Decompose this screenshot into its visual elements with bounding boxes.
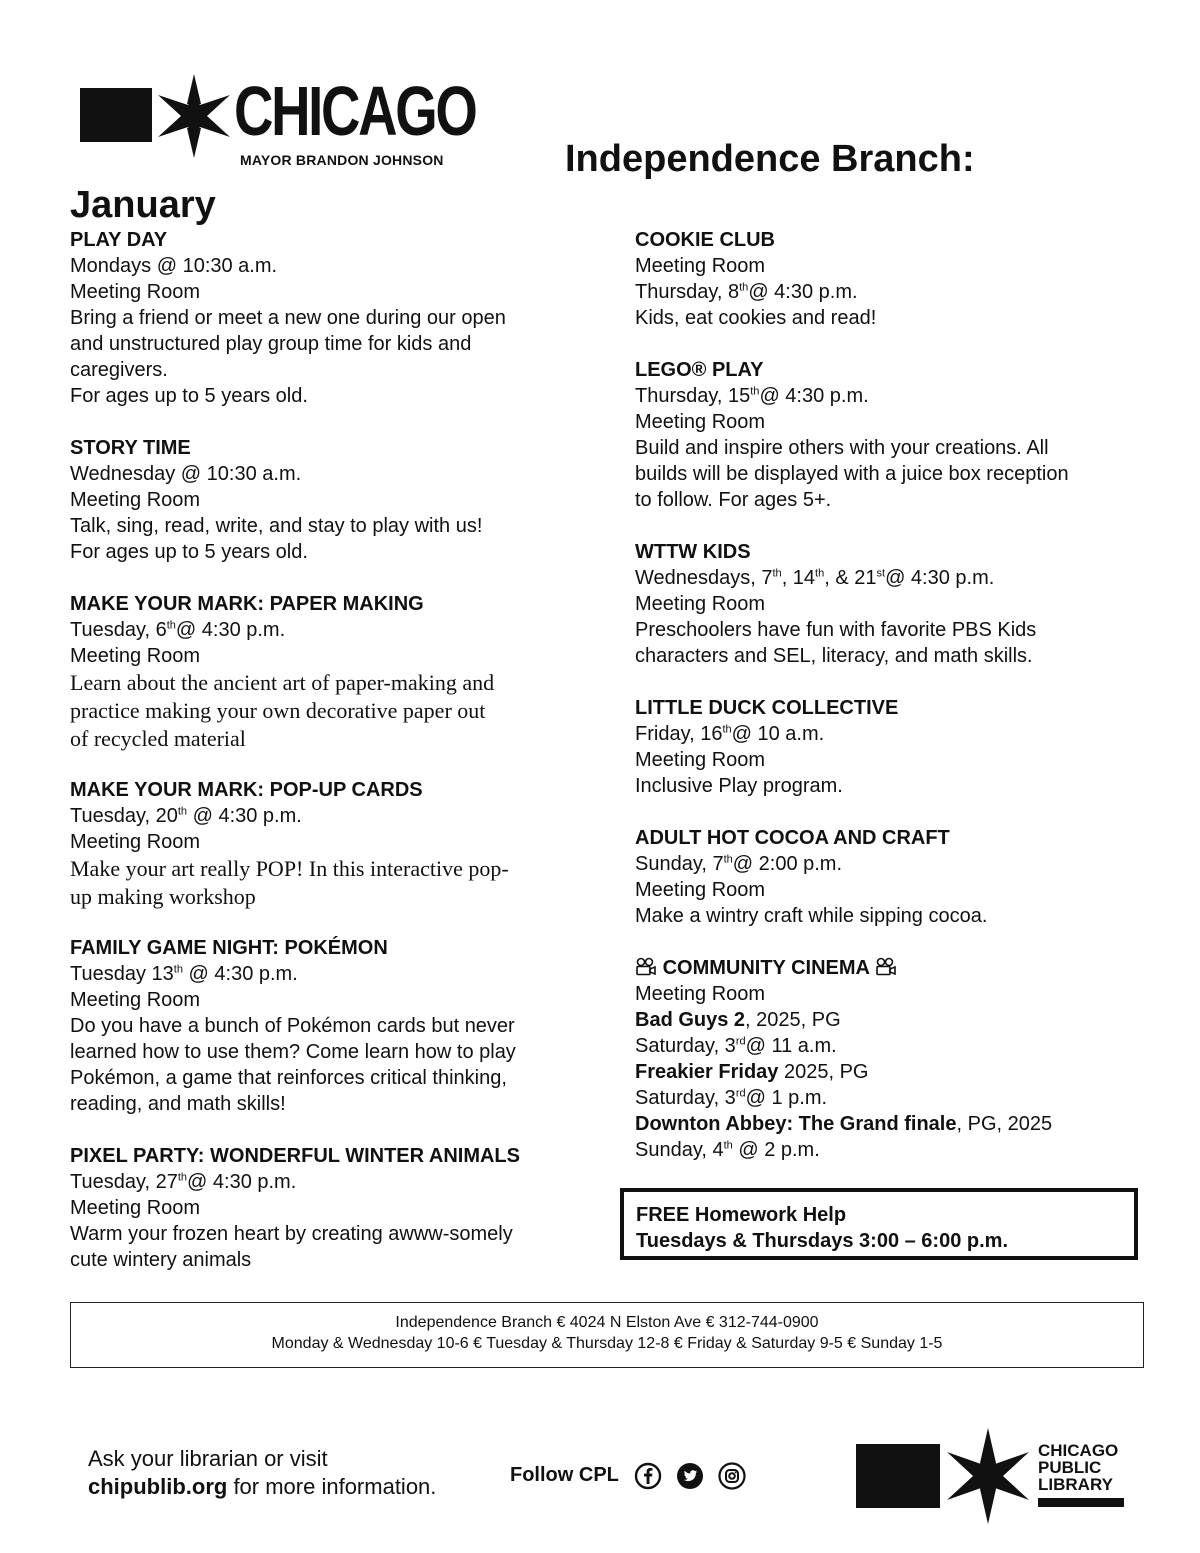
event-desc: Learn about the ancient art of paper-making and xyxy=(70,670,495,695)
event-date: Sunday, 7th@ 2:00 p.m. xyxy=(635,853,843,875)
homework-help-box xyxy=(620,1188,1138,1260)
event-cookie-club xyxy=(635,227,1135,331)
cpl-logo-bar xyxy=(1038,1498,1124,1507)
event-desc: up making workshop xyxy=(70,884,256,909)
event-title: PLAY DAY xyxy=(70,229,168,251)
event-pop-up-cards xyxy=(70,777,590,911)
event-desc: Make your art really POP! In this interactive pop- xyxy=(70,856,509,881)
event-room: Meeting Room xyxy=(635,879,766,901)
event-room: Meeting Room xyxy=(70,489,201,511)
twitter-icon[interactable] xyxy=(676,1462,704,1490)
film-title: Bad Guys 2, 2025, PG xyxy=(635,1009,841,1031)
event-room: Meeting Room xyxy=(635,255,766,277)
event-ages: For ages up to 5 years old. xyxy=(70,541,308,563)
event-wttw-kids xyxy=(635,539,1135,669)
branch-title: Independence Branch: xyxy=(565,138,975,180)
event-little-duck xyxy=(635,695,1135,799)
event-title: FAMILY GAME NIGHT: POKÉMON xyxy=(70,937,388,959)
event-room: Meeting Room xyxy=(635,749,766,771)
film-title: Freakier Friday 2025, PG xyxy=(635,1061,869,1083)
cpl-wordmark xyxy=(1038,1442,1118,1493)
chicago-wordmark: CHICAGO xyxy=(234,72,476,150)
event-room: Meeting Room xyxy=(70,831,201,853)
ask-librarian-text xyxy=(88,1445,436,1501)
event-desc: to follow. For ages 5+. xyxy=(635,489,832,511)
event-title: MAKE YOUR MARK: PAPER MAKING xyxy=(70,593,424,615)
event-date: Friday, 16th@ 10 a.m. xyxy=(635,723,825,745)
event-date: Mondays @ 10:30 a.m. xyxy=(70,255,278,277)
event-desc: characters and SEL, literacy, and math skills. xyxy=(635,645,1033,667)
event-ages: For ages up to 5 years old. xyxy=(70,385,308,407)
city-logo-block xyxy=(80,88,152,142)
event-desc: Warm your frozen heart by creating awww-somely xyxy=(70,1223,513,1245)
event-title: STORY TIME xyxy=(70,437,191,459)
event-desc: Talk, sing, read, write, and stay to play with us! xyxy=(70,515,483,537)
event-desc: Do you have a bunch of Pokémon cards but never xyxy=(70,1015,515,1037)
left-event-column xyxy=(70,227,590,1299)
branch-hours: Monday & Wednesday 10-6 € Tuesday & Thursday 12-8 € Friday & Saturday 9-5 € Sunday 1-5 xyxy=(271,1335,943,1352)
ask-line: chipublib.org for more information. xyxy=(88,1474,437,1499)
right-event-column xyxy=(635,227,1135,1189)
event-date: Wednesdays, 7th, 14th, & 21st@ 4:30 p.m. xyxy=(635,567,995,589)
event-date: Tuesday, 20th @ 4:30 p.m. xyxy=(70,805,302,827)
event-desc: Pokémon, a game that reinforces critical thinking, xyxy=(70,1067,507,1089)
event-play-day xyxy=(70,227,590,409)
event-desc: Bring a friend or meet a new one during our open xyxy=(70,307,506,329)
event-story-time xyxy=(70,435,590,565)
homework-hours: Tuesdays & Thursdays 3:00 – 6:00 p.m. xyxy=(636,1230,1009,1252)
event-date: Thursday, 15th@ 4:30 p.m. xyxy=(635,385,869,407)
event-desc: builds will be displayed with a juice box reception xyxy=(635,463,1069,485)
event-date: Thursday, 8th@ 4:30 p.m. xyxy=(635,281,858,303)
event-room: Meeting Room xyxy=(70,281,201,303)
branch-info-box xyxy=(70,1302,1144,1368)
event-room: Meeting Room xyxy=(635,983,766,1005)
film-camera-icon xyxy=(635,957,657,977)
facebook-icon[interactable] xyxy=(634,1462,662,1490)
event-room: Meeting Room xyxy=(635,411,766,433)
event-title: MAKE YOUR MARK: POP-UP CARDS xyxy=(70,779,423,801)
event-desc: reading, and math skills! xyxy=(70,1093,286,1115)
event-date: Tuesday 13th @ 4:30 p.m. xyxy=(70,963,298,985)
event-desc: practice making your own decorative paper out xyxy=(70,698,486,723)
cpl-word: LIBRARY xyxy=(1038,1475,1113,1494)
film-title: Downton Abbey: The Grand finale, PG, 2025 xyxy=(635,1113,1053,1135)
event-desc: and unstructured play group time for kids and xyxy=(70,333,472,355)
cpl-logo-block xyxy=(856,1444,940,1508)
event-desc: Make a wintry craft while sipping cocoa. xyxy=(635,905,988,927)
event-title: LEGO® PLAY xyxy=(635,359,764,381)
event-room: Meeting Room xyxy=(635,593,766,615)
event-date: Tuesday, 6th@ 4:30 p.m. xyxy=(70,619,286,641)
event-desc: of recycled material xyxy=(70,726,246,751)
film-date: Saturday, 3rd@ 1 p.m. xyxy=(635,1087,828,1109)
event-title: ADULT HOT COCOA AND CRAFT xyxy=(635,827,950,849)
event-title: LITTLE DUCK COLLECTIVE xyxy=(635,697,899,719)
event-title: PIXEL PARTY: WONDERFUL WINTER ANIMALS xyxy=(70,1145,520,1167)
event-desc: Inclusive Play program. xyxy=(635,775,843,797)
event-game-night xyxy=(70,935,590,1117)
cpl-word: PUBLIC xyxy=(1038,1458,1102,1477)
event-community-cinema xyxy=(635,955,1135,1163)
film-date: Sunday, 4th @ 2 p.m. xyxy=(635,1139,820,1161)
event-room: Meeting Room xyxy=(70,1197,201,1219)
event-date: Tuesday, 27th@ 4:30 p.m. xyxy=(70,1171,297,1193)
website-link[interactable]: chipublib.org xyxy=(88,1474,228,1499)
event-pixel-party xyxy=(70,1143,590,1273)
event-title: WTTW KIDS xyxy=(635,541,751,563)
month-heading: January xyxy=(70,184,216,226)
branch-address: Independence Branch € 4024 N Elston Ave € 312-744-0900 xyxy=(395,1314,819,1331)
event-hot-cocoa xyxy=(635,825,1135,929)
event-lego-play xyxy=(635,357,1135,513)
event-date: Wednesday @ 10:30 a.m. xyxy=(70,463,302,485)
event-room: Meeting Room xyxy=(70,989,201,1011)
cpl-word: CHICAGO xyxy=(1038,1441,1119,1460)
event-desc: cute wintery animals xyxy=(70,1249,252,1271)
event-desc: Build and inspire others with your creations. All xyxy=(635,437,1049,459)
event-title: COOKIE CLUB xyxy=(635,229,775,251)
six-point-star-icon xyxy=(154,74,234,158)
event-desc: Kids, eat cookies and read! xyxy=(635,307,877,329)
event-paper-making xyxy=(70,591,590,753)
follow-cpl-label: Follow CPL xyxy=(510,1464,619,1486)
event-desc: Preschoolers have fun with favorite PBS Kids xyxy=(635,619,1037,641)
instagram-icon[interactable] xyxy=(718,1462,746,1490)
event-desc: learned how to use them? Come learn how to play xyxy=(70,1041,516,1063)
ask-line: Ask your librarian or visit xyxy=(88,1446,328,1471)
event-title: COMMUNITY CINEMA xyxy=(635,955,1135,981)
six-point-star-icon xyxy=(944,1428,1032,1524)
event-room: Meeting Room xyxy=(70,645,201,667)
mayor-name: MAYOR BRANDON JOHNSON xyxy=(240,152,444,168)
event-desc: caregivers. xyxy=(70,359,168,381)
film-date: Saturday, 3rd@ 11 a.m. xyxy=(635,1035,837,1057)
homework-title: FREE Homework Help xyxy=(636,1204,847,1226)
film-camera-icon xyxy=(875,957,897,977)
